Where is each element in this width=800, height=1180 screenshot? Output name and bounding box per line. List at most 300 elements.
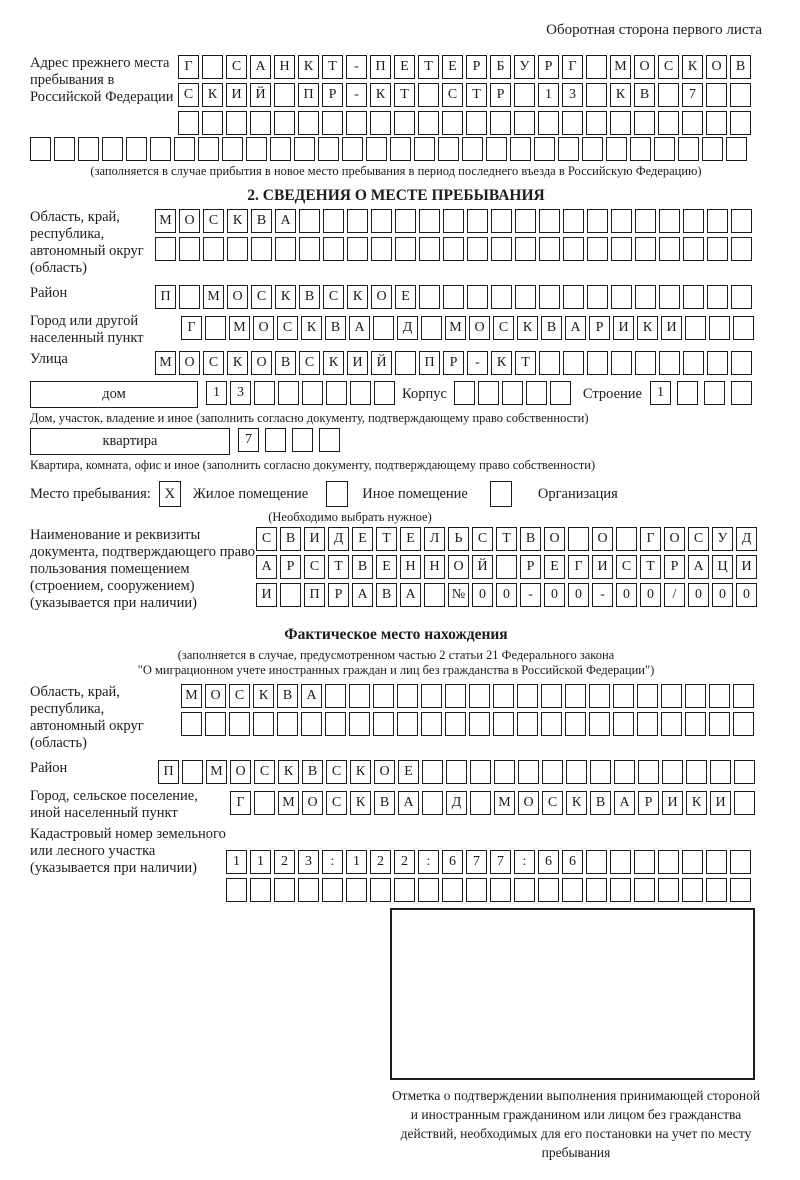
apartment-box-label: квартира (30, 428, 230, 455)
char-cell (278, 381, 299, 405)
char-row (256, 555, 757, 579)
char-cell: К (278, 760, 299, 784)
char-cell: Й (250, 83, 271, 107)
char-cell: О (664, 527, 685, 551)
section2-title: 2. СВЕДЕНИЯ О МЕСТЕ ПРЕБЫВАНИЯ (247, 187, 545, 204)
char-cell: - (346, 83, 367, 107)
char-cell: № (448, 583, 469, 607)
char-cell (174, 137, 195, 161)
char-cell: Р (638, 791, 659, 815)
char-cell: К (298, 55, 319, 79)
char-cell (370, 878, 391, 902)
char-cell: 7 (238, 428, 259, 452)
char-cell: 3 (298, 850, 319, 874)
char-row (650, 381, 752, 405)
char-cell (563, 237, 584, 261)
char-cell (611, 351, 632, 375)
char-cell (454, 381, 475, 405)
char-cell (229, 712, 250, 736)
char-cell: Л (424, 527, 445, 551)
char-row (226, 850, 751, 874)
char-cell (586, 55, 607, 79)
char-cell: 7 (466, 850, 487, 874)
char-cell: Н (274, 55, 295, 79)
city-label: Город или другой населенный пункт (30, 313, 144, 346)
char-cell (178, 111, 199, 135)
char-cell: В (374, 791, 395, 815)
char-cell: Т (496, 527, 517, 551)
char-cell: - (467, 351, 488, 375)
char-cell (659, 237, 680, 261)
prev-address-label: Адрес прежнего места пребывания в Российской Федерации (30, 55, 174, 105)
char-cell (611, 237, 632, 261)
char-cell (611, 209, 632, 233)
char-cell (606, 137, 627, 161)
char-cell (390, 137, 411, 161)
char-cell (222, 137, 243, 161)
char-cell: П (155, 285, 176, 309)
char-cell (582, 137, 603, 161)
char-cell: Г (230, 791, 251, 815)
char-cell: М (206, 760, 227, 784)
char-cell: 1 (538, 83, 559, 107)
char-cell (730, 111, 751, 135)
char-cell: 1 (346, 850, 367, 874)
char-cell: Т (466, 83, 487, 107)
fact-city-field (30, 788, 762, 822)
fact-region-cells (181, 684, 754, 736)
char-cell: К (610, 83, 631, 107)
char-cell (610, 111, 631, 135)
char-row (181, 712, 754, 736)
char-cell (54, 137, 75, 161)
char-cell (254, 791, 275, 815)
char-cell (685, 684, 706, 708)
char-cell (301, 712, 322, 736)
char-row (454, 381, 571, 405)
char-cell: О (230, 760, 251, 784)
char-cell (322, 878, 343, 902)
char-cell: Т (394, 83, 415, 107)
char-cell (438, 137, 459, 161)
char-row (256, 527, 757, 551)
char-cell (706, 83, 727, 107)
char-cell: К (253, 684, 274, 708)
char-cell: С (254, 760, 275, 784)
char-cell (563, 285, 584, 309)
char-cell: О (179, 351, 200, 375)
house-note: Дом, участок, владение и иное (заполнить согласно документу, подтверждающему право собственности) (30, 411, 589, 425)
char-cell: О (253, 316, 274, 340)
char-cell: 0 (640, 583, 661, 607)
char-cell (318, 137, 339, 161)
char-cell (205, 712, 226, 736)
char-cell (366, 137, 387, 161)
char-cell (250, 878, 271, 902)
char-cell: И (256, 583, 277, 607)
char-cell: Р (664, 555, 685, 579)
char-cell (419, 237, 440, 261)
char-cell (350, 381, 371, 405)
char-cell (347, 209, 368, 233)
char-cell (299, 209, 320, 233)
char-cell: С (658, 55, 679, 79)
char-cell: И (226, 83, 247, 107)
char-cell: Т (515, 351, 536, 375)
char-row (238, 428, 340, 452)
char-cell (550, 381, 571, 405)
char-cell (325, 684, 346, 708)
char-cell (614, 760, 635, 784)
char-cell: Т (322, 55, 343, 79)
char-cell: В (280, 527, 301, 551)
char-cell (586, 850, 607, 874)
char-cell (265, 428, 286, 452)
char-cell (563, 209, 584, 233)
option-zhiloe-label: Жилое помещение (192, 485, 309, 502)
char-cell: А (400, 583, 421, 607)
char-cell (347, 237, 368, 261)
char-cell (496, 555, 517, 579)
prev-address-note: (заполняется в случае прибытия в новое место пребывания в период последнего въезда в Российскую Федерацию) (90, 164, 702, 178)
char-cell (659, 351, 680, 375)
char-cell: В (634, 83, 655, 107)
option-inoe-label: Иное помещение (362, 485, 468, 502)
char-cell (251, 237, 272, 261)
char-cell: К (517, 316, 538, 340)
char-cell: С (251, 285, 272, 309)
char-cell (326, 381, 347, 405)
korpus-label: Корпус (402, 386, 447, 402)
char-cell (638, 760, 659, 784)
char-cell (685, 712, 706, 736)
char-cell: 3 (230, 381, 251, 405)
char-cell (634, 111, 655, 135)
char-cell: В (376, 583, 397, 607)
char-cell (469, 684, 490, 708)
char-cell (539, 237, 560, 261)
char-cell: К (347, 285, 368, 309)
char-cell (586, 878, 607, 902)
char-cell (394, 878, 415, 902)
char-cell (562, 111, 583, 135)
char-cell: К (202, 83, 223, 107)
char-cell (422, 791, 443, 815)
char-cell (683, 237, 704, 261)
char-cell: 2 (370, 850, 391, 874)
char-cell: В (302, 760, 323, 784)
house-box-label: дом (30, 381, 198, 408)
apartment-field (30, 428, 762, 455)
char-cell: К (637, 316, 658, 340)
char-cell: Т (376, 527, 397, 551)
char-cell (299, 237, 320, 261)
char-cell (202, 55, 223, 79)
char-row (230, 791, 755, 815)
char-cell (443, 285, 464, 309)
city-field (30, 313, 762, 347)
fact-district-label: Район (30, 760, 68, 776)
char-cell (277, 712, 298, 736)
char-cell (395, 237, 416, 261)
prev-address-cells (178, 55, 751, 135)
char-cell (510, 137, 531, 161)
char-cell: Г (181, 316, 202, 340)
char-row (178, 111, 751, 135)
char-cell: С (226, 55, 247, 79)
char-cell (421, 712, 442, 736)
char-cell: Г (568, 555, 589, 579)
char-cell (734, 760, 755, 784)
char-cell (616, 527, 637, 551)
char-cell: И (662, 791, 683, 815)
char-cell: А (250, 55, 271, 79)
char-cell (466, 111, 487, 135)
char-cell: А (565, 316, 586, 340)
char-cell: В (520, 527, 541, 551)
char-cell: О (469, 316, 490, 340)
char-cell (274, 111, 295, 135)
fact-region-field (30, 684, 762, 752)
char-cell: 0 (712, 583, 733, 607)
char-cell: К (370, 83, 391, 107)
char-cell: Р (466, 55, 487, 79)
char-cell (150, 137, 171, 161)
char-cell: А (275, 209, 296, 233)
street-field (30, 351, 762, 375)
char-cell (126, 137, 147, 161)
char-cell (442, 878, 463, 902)
char-cell: Е (395, 285, 416, 309)
char-cell (254, 381, 275, 405)
region-field (30, 209, 762, 277)
char-cell: 7 (682, 83, 703, 107)
fact-title: Фактическое место нахождения (284, 626, 508, 643)
char-cell (422, 760, 443, 784)
char-cell (730, 878, 751, 902)
char-cell: Б (490, 55, 511, 79)
char-cell: А (301, 684, 322, 708)
char-cell (659, 285, 680, 309)
char-cell: Е (398, 760, 419, 784)
char-cell: Й (371, 351, 392, 375)
char-cell (515, 237, 536, 261)
char-cell (349, 712, 370, 736)
char-row (226, 878, 751, 902)
char-cell (682, 850, 703, 874)
doc-cells (256, 527, 757, 607)
char-cell: П (370, 55, 391, 79)
char-cell (494, 760, 515, 784)
district-field (30, 285, 762, 309)
char-cell (526, 381, 547, 405)
char-cell (203, 237, 224, 261)
char-cell (710, 760, 731, 784)
char-cell (709, 684, 730, 708)
char-cell: О (544, 527, 565, 551)
cadastre-field (30, 826, 762, 902)
char-row (178, 55, 751, 79)
doc-label: Наименование и реквизиты документа, подтверждающего право пользования помещением (строением, сооружением) (указывается при наличии) (30, 527, 256, 611)
char-cell: 6 (562, 850, 583, 874)
char-cell: К (275, 285, 296, 309)
char-cell: О (448, 555, 469, 579)
char-row (256, 583, 757, 607)
char-cell (534, 137, 555, 161)
char-cell (517, 712, 538, 736)
char-cell (198, 137, 219, 161)
char-cell (635, 209, 656, 233)
char-cell: И (613, 316, 634, 340)
char-cell (733, 684, 754, 708)
char-row (181, 316, 754, 340)
char-cell (322, 111, 343, 135)
char-cell (205, 316, 226, 340)
char-cell: 0 (736, 583, 757, 607)
char-cell (179, 285, 200, 309)
char-cell (658, 878, 679, 902)
char-cell: 1 (250, 850, 271, 874)
char-cell (292, 428, 313, 452)
char-cell (467, 209, 488, 233)
char-cell: Р (520, 555, 541, 579)
char-cell: В (277, 684, 298, 708)
char-cell: П (304, 583, 325, 607)
char-cell: К (227, 351, 248, 375)
char-cell (587, 209, 608, 233)
char-cell (298, 111, 319, 135)
char-cell (424, 583, 445, 607)
char-row (206, 381, 395, 405)
char-cell: Ц (712, 555, 733, 579)
char-cell: Н (424, 555, 445, 579)
char-cell: С (229, 684, 250, 708)
char-cell: Т (418, 55, 439, 79)
char-cell: К (323, 351, 344, 375)
char-cell (538, 111, 559, 135)
char-cell (637, 684, 658, 708)
char-cell (323, 237, 344, 261)
char-cell: Ь (448, 527, 469, 551)
char-cell: М (181, 684, 202, 708)
char-cell: О (302, 791, 323, 815)
char-cell (202, 111, 223, 135)
char-cell (706, 878, 727, 902)
char-row (178, 83, 751, 107)
char-cell: О (371, 285, 392, 309)
char-cell (395, 351, 416, 375)
char-cell: К (350, 791, 371, 815)
char-cell: 0 (616, 583, 637, 607)
char-cell: / (664, 583, 685, 607)
char-cell: К (301, 316, 322, 340)
char-cell: М (494, 791, 515, 815)
char-cell: И (592, 555, 613, 579)
char-cell: Е (376, 555, 397, 579)
char-cell: Р (443, 351, 464, 375)
char-cell: В (299, 285, 320, 309)
char-cell (182, 760, 203, 784)
char-cell (539, 351, 560, 375)
char-row (155, 285, 752, 309)
char-cell (78, 137, 99, 161)
char-cell: Е (352, 527, 373, 551)
char-cell (610, 850, 631, 874)
char-cell (565, 712, 586, 736)
char-cell (704, 381, 725, 405)
char-cell (563, 351, 584, 375)
fact-note-line2: "О миграционном учете иностранных граждан и лиц без гражданства в Российской Федерации") (137, 663, 655, 677)
char-cell (733, 712, 754, 736)
char-cell: П (419, 351, 440, 375)
char-cell (514, 111, 535, 135)
char-cell: 3 (562, 83, 583, 107)
char-cell (707, 285, 728, 309)
char-cell: И (710, 791, 731, 815)
char-cell: 6 (442, 850, 463, 874)
char-cell: И (736, 555, 757, 579)
char-cell: О (374, 760, 395, 784)
char-cell (654, 137, 675, 161)
char-cell: М (229, 316, 250, 340)
char-cell (491, 285, 512, 309)
char-cell: 0 (688, 583, 709, 607)
char-cell: Р (328, 583, 349, 607)
char-cell (685, 316, 706, 340)
char-cell (731, 209, 752, 233)
char-cell: Е (544, 555, 565, 579)
region-label: Область, край, республика, автономный округ (область) (30, 209, 144, 276)
char-cell: В (352, 555, 373, 579)
prev-address-full-row (30, 137, 762, 161)
char-cell (275, 237, 296, 261)
char-cell (515, 209, 536, 233)
char-cell (589, 684, 610, 708)
fact-district-field (30, 760, 762, 784)
char-cell (493, 684, 514, 708)
checkbox-zhiloe: X (159, 481, 181, 507)
char-cell: 0 (544, 583, 565, 607)
apartment-note: Квартира, комната, офис и иное (заполнить согласно документу, подтверждающему право собственности) (30, 458, 596, 472)
char-cell (346, 111, 367, 135)
char-cell: 0 (568, 583, 589, 607)
char-cell (661, 712, 682, 736)
fact-note-line1: (заполняется в случае, предусмотренном частью 2 статьи 21 Федерального закона (177, 648, 615, 662)
char-cell (342, 137, 363, 161)
char-cell (302, 381, 323, 405)
char-cell: Р (322, 83, 343, 107)
char-cell (683, 351, 704, 375)
char-cell (446, 760, 467, 784)
char-cell (370, 111, 391, 135)
char-cell: Т (640, 555, 661, 579)
char-cell (726, 137, 747, 161)
char-cell: Р (589, 316, 610, 340)
char-cell (542, 760, 563, 784)
char-cell (731, 237, 752, 261)
char-cell (421, 684, 442, 708)
char-cell (539, 285, 560, 309)
char-cell: Д (328, 527, 349, 551)
char-cell: С (323, 285, 344, 309)
char-cell (445, 712, 466, 736)
char-cell (709, 316, 730, 340)
stroenie-label: Строение (582, 386, 642, 402)
char-cell: 1 (206, 381, 227, 405)
char-cell: Т (328, 555, 349, 579)
char-cell: В (275, 351, 296, 375)
char-cell: Р (490, 83, 511, 107)
